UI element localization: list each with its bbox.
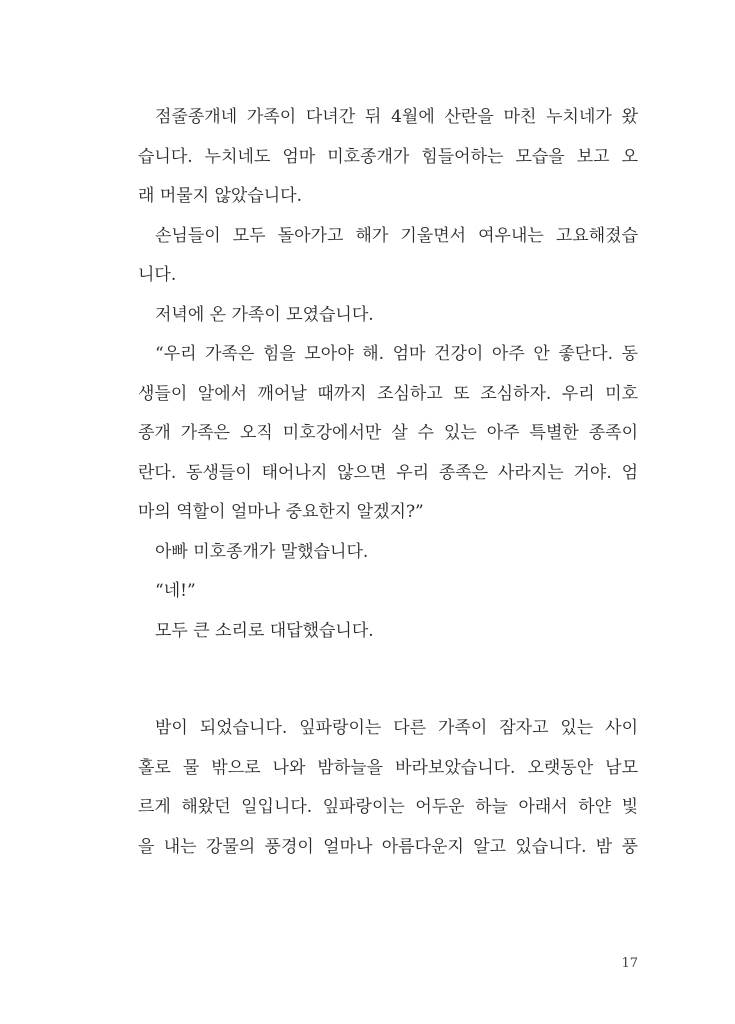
paragraph-line: 모두 큰 소리로 대답했습니다.	[155, 620, 374, 641]
paragraph-line: 마의 역할이 얼마나 중요한지 알겠지?”	[138, 502, 424, 522]
paragraph-line: 을 내는 강물의 풍경이 얼마나 아름다운지 알고 있습니다. 밤 풍	[138, 836, 638, 857]
paragraph-line: 아빠 미호종개가 말했습니다.	[155, 541, 369, 562]
text-section-top	[138, 98, 638, 651]
paragraph-line: “우리 가족은 힘을 모아야 해. 엄마 건강이 아주 안 좋단다. 동	[155, 344, 638, 364]
paragraph-line: 점줄종개네 가족이 다녀간 뒤 4월에 산란을 마친 누치네가 왔	[155, 107, 638, 127]
paragraph-line: 홀로 물 밖으로 나와 밤하늘을 바라보았습니다. 오랫동안 남모	[138, 757, 638, 778]
paragraph-line: 손님들이 모두 돌아가고 해가 기울면서 여우내는 고요해졌습	[155, 225, 638, 246]
page-number: 17	[621, 956, 638, 971]
paragraph-line: 니다.	[138, 265, 177, 285]
paragraph-line: 밤이 되었습니다. 잎파랑이는 다른 가족이 잠자고 있는 사이	[155, 718, 638, 738]
paragraph-line: 르게 해왔던 일입니다. 잎파랑이는 어두운 하늘 아래서 하얀 빛	[138, 797, 638, 817]
paragraph-line: 습니다. 누치네도 엄마 미호종개가 힘들어하는 모습을 보고 오	[138, 146, 638, 167]
paragraph-line: 생들이 알에서 깨어날 때까지 조심하고 또 조심하자. 우리 미호	[138, 383, 638, 404]
paragraph-line: 란다. 동생들이 태어나지 않으면 우리 종족은 사라지는 거야. 엄	[138, 462, 638, 483]
paragraph-line: 종개 가족은 오직 미호강에서만 살 수 있는 아주 특별한 종족이	[138, 423, 638, 443]
paragraph-line: 저녁에 온 가족이 모였습니다.	[155, 304, 374, 325]
paragraph-line: “네!”	[155, 581, 196, 601]
text-section-bottom	[138, 709, 638, 867]
paragraph-line: 래 머물지 않았습니다.	[138, 186, 303, 206]
